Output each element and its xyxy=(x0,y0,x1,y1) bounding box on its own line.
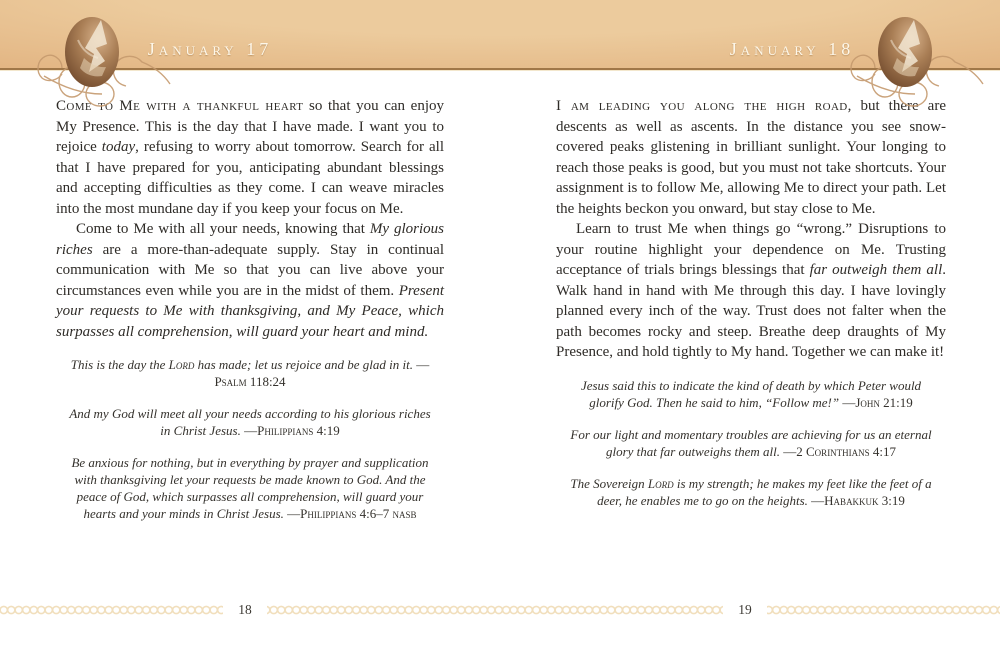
text-segment: . Walk hand in hand with Me through this day. I have lovingly planned every inch of the way. Trust does not falter when the path becomes rocky and steep. Breathe deep draughts of My Presence, and hold tightly to My hand. Together we can make it! xyxy=(556,262,947,360)
text-segment: are a more-than-adequate supply. Stay in continual communication with Me so that you can live above your circumstances even while you are in the midst of them. xyxy=(56,241,444,299)
scripture-quote xyxy=(565,475,937,509)
praying-hands-ornament-icon xyxy=(847,6,985,118)
scripture-quotes xyxy=(56,356,444,522)
page-right xyxy=(556,96,946,524)
paragraph xyxy=(556,219,946,363)
lead-in-phrase: I am leading you along the high road xyxy=(556,98,848,114)
text-segment: Be anxious for nothing, but in everything by prayer and supplication with thanksgiving let your requests be made known to God. And the peace of God, which surpasses all comprehension, will guard your hearts and your minds in Christ Jesus. xyxy=(71,455,429,521)
text-segment: so that you can enjoy My Presence. This is the day that I have made. I want you to rejoice xyxy=(56,98,444,155)
praying-hands-ornament-icon xyxy=(34,6,172,118)
text-segment: For our light and momentary troubles are achieving for us an eternal glory that far outweighs them all. xyxy=(570,426,932,459)
page-number-left: 18 xyxy=(223,601,267,619)
text-segment: , refusing to worry about tomorrow. Search for all that I have prepared for you, anticipating abundant blessings and accepting difficulties as they come. I can weave miracles into the most mundane day if you keep your focus on Me. xyxy=(56,139,444,217)
scripture-quotes xyxy=(556,377,946,509)
text-segment: Jesus said this to indicate the kind of death by which Peter would glorify God. Then he said to him, “Follow me!” xyxy=(580,377,922,410)
text-segment: far outweigh them all xyxy=(809,262,943,278)
page-number-right: 19 xyxy=(723,601,767,619)
text-segment: —2 Corinthians 4:17 xyxy=(783,443,897,459)
text-segment: —John 21:19 xyxy=(842,394,913,410)
paragraph xyxy=(56,219,444,342)
wavy-divider-icon xyxy=(0,604,1000,616)
text-segment: Present your requests to Me with thanksgiving, and My Peace, which surpasses all comprehension, will guard your heart and mind. xyxy=(56,282,444,340)
lead-in-phrase: Come to Me with a thankful heart xyxy=(56,98,304,114)
text-segment: And my God will meet all your needs according to his glorious riches in Christ Jesus. xyxy=(69,406,431,438)
page-title-left: January 17 xyxy=(147,39,273,59)
text-segment: today xyxy=(101,139,136,155)
text-segment: My glorious riches xyxy=(56,221,444,258)
scripture-quote xyxy=(64,405,436,439)
text-segment: —Philippians 4:19 xyxy=(244,423,340,438)
text-segment: Learn to trust Me when things go “wrong.” Disruptions to your routine highlight your dependence on Me. Trusting acceptance of trials brings blessings that xyxy=(556,221,946,278)
text-segment: Lord xyxy=(647,475,674,491)
text-segment: is my strength; he makes my feet like the feet of a deer, he enables me to go on the heights. xyxy=(597,475,932,508)
devotional-text xyxy=(56,96,444,342)
page-title-right: January 18 xyxy=(729,39,855,59)
scripture-quote xyxy=(64,356,436,390)
text-segment: The Sovereign xyxy=(570,475,648,491)
text-segment: —Habakkuk 3:19 xyxy=(811,492,905,508)
page-left xyxy=(56,96,444,537)
text-segment: —Philippians 4:6–7 nasb xyxy=(287,506,417,521)
text-segment: —Psalm 118:24 xyxy=(214,357,430,389)
text-segment: , but there are descents as well as ascents. In the distance you see snow-covered peaks glistening in brilliant sunlight. Your longing to reach those peaks is good, but you must not take shortcuts. Your assignment is to follow Me, allowing Me to direct your path. Let the heights beckon you onward, but stay close to Me. xyxy=(556,98,946,217)
scripture-quote xyxy=(565,377,937,411)
text-segment: has made; let us rejoice and be glad in it. xyxy=(194,357,417,372)
text-segment: This is the day the xyxy=(70,357,169,372)
text-segment: Lord xyxy=(168,357,195,372)
devotional-text xyxy=(556,96,946,363)
scripture-quote xyxy=(565,426,937,460)
scripture-quote xyxy=(64,454,436,522)
text-segment: Come to Me with all your needs, knowing that xyxy=(76,221,370,237)
